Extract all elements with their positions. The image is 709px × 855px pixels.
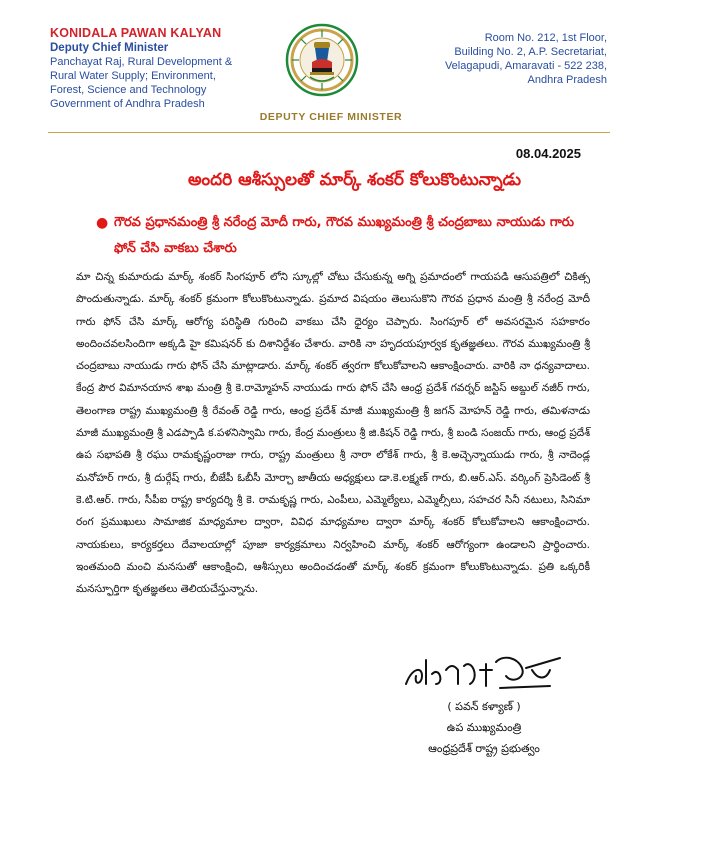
minister-departments: Panchayat Raj, Rural Development & Rural Water Supply; Environment, Forest, Science and Technology Government of Andhra Pradesh xyxy=(50,56,233,110)
headline: అందరి ఆశీస్సులతో మార్క్ శంకర్ కోలుకొంటున్నాడు xyxy=(187,170,522,190)
letterhead-divider xyxy=(48,132,610,133)
signatory-title: ఉప ముఖ్యమంత్రి xyxy=(446,721,522,734)
address-line: Velagapudi, Amaravati - 522 238, xyxy=(444,60,607,72)
address-line: Andhra Pradesh xyxy=(527,74,607,86)
address-line: Room No. 212, 1st Floor, xyxy=(484,32,607,44)
subheadline xyxy=(96,210,596,262)
minister-name: KONIDALA PAWAN KALYAN xyxy=(50,26,222,40)
emblem-caption: DEPUTY CHIEF MINISTER xyxy=(259,111,403,123)
andhra-pradesh-emblem-icon xyxy=(284,22,360,104)
signature-block xyxy=(384,696,584,759)
bullet-icon: ● xyxy=(96,215,109,231)
subheadline-text: గౌరవ ప్రధానమంత్రి శ్రీ నరేంద్ర మోదీ గారు, గౌరవ ముఖ్యమంత్రి శ్రీ చంద్రబాబు నాయుడు గారు ఫోన్ చేసి వాకబు చేశారు xyxy=(114,215,574,256)
signatory-name: ( పవన్ కళ్యాణ్ ) xyxy=(447,700,521,713)
handwritten-signature-icon xyxy=(400,640,570,695)
letterhead-left xyxy=(50,26,250,111)
address-line: Building No. 2, A.P. Secretariat, xyxy=(454,46,607,58)
office-address xyxy=(445,31,607,87)
signatory-organization: ఆంధ్రప్రదేశ్ రాష్ట్ర ప్రభుత్వం xyxy=(428,742,540,755)
body-paragraph: మా చిన్న కుమారుడు మార్క్ శంకర్ సింగపూర్ లోని స్కూల్లో చోటు చేసుకున్న అగ్ని ప్రమాదంలో గాయపడి ఆసుపత్రిలో చికిత్స పొందుతున్నాడు. మార్క్ శంకర్ క్రమంగా కోలుకొంటున్నాడు. ప్రమాద విషయం తెలుసుకొని గౌరవ ప్రధాన మంత్రి శ్రీ నరేంద్ర మోదీ గారు ఫోన్ చేసి మార్క్ ఆరోగ్య పరిస్థితి గురించి వాకబు చేసి ధైర్యం చెప్పారు. సింగపూర్ లో అవసరమైన సహకారం అందించవలసిందిగా అక్కడి హై కమిషనర్ కు దిశానిర్దేశం చేశారు. వారికి నా హృదయపూర్వక కృతజ్ఞతలు. గౌరవ ముఖ్యమంత్రి శ్రీ చంద్రబాబు నాయుడు గారు ఫోన్ చేసి మాట్లాడారు. మార్క్ శంకర్ త్వరగా కోలుకోవాలని ఆకాంక్షించారు. వారికి నా ధన్యవాదాలు. కేంద్ర పౌర విమానయాన శాఖ మంత్రి శ్రీ కె.రామ్మోహన్ నాయుడు గారు ఫోన్ చేసి ఆంధ్ర ప్రదేశ్ గవర్నర్ జస్టిస్ అబ్దుల్ నజీర్ గారు, తెలంగాణ రాష్ట్ర ముఖ్యమంత్రి శ్రీ రేవంత్ రెడ్డి గారు, ఆంధ్ర ప్రదేశ్ మాజీ ముఖ్యమంత్రి శ్రీ జగన్ మోహన్ రెడ్డి గారు, తమిళనాడు మాజీ ముఖ్యమంత్రి శ్రీ ఎడప్పాడి క.పళనిస్వామి గారు, కేంద్ర మంత్రులు శ్రీ జి.కిషన్ రెడ్డి గారు, శ్రీ బండి సంజయ్ గారు, ఆంధ్ర ప్రదేశ్ ఉప సభాపతి శ్రీ రఘు రామకృష్ణంరాజు గారు, రాష్ట్ర మంత్రులు శ్రీ నారా లోకేశ్ గారు, శ్రీ కె.అచ్చెన్నాయుడు గారు, శ్రీ నాదెండ్ల మనోహర్ గారు, శ్రీ దుర్గేష్ గారు, బీజేపీ ఓబీసీ మోర్చా జాతీయ అధ్యక్షులు డా.కె.లక్ష్మణ్ గారు, బి.ఆర్.ఎస్. వర్కింగ్ ప్రెసిడెంట్ శ్రీ కె.టి.ఆర్. గారు, సీపీఐ రాష్ట్ర కార్యదర్శి శ్రీ కె. రామకృష్ణ గారు, ఎంపీలు, ఎమ్మెల్యేలు, ఎమ్మెల్సీలు, సహచర సినీ నటులు, సినిమా రంగ ప్రముఖులు సామాజిక మాధ్యమాల ద్వారా, వివిధ మాధ్యమాల ద్వారా మార్క్ శంకర్ కోలుకోవాలని ఆకాంక్షించారు. నాయకులు, కార్యకర్తలు దేవాలయాల్లో పూజా కార్యక్రమాలు నిర్వహించి మార్క్ శంకర్ ఆరోగ్యంగా ఉండాలని ప్రార్థించారు. ఇంతమంది మంచి మనసుతో ఆకాంక్షించి, ఆశీస్సులు అందించడంతో మార్క్ శంకర్ క్రమంగా కోలుకొంటున్నాడు. ప్రతి ఒక్కరికీ మనస్ఫూర్తిగా కృతజ్ఞతలు తెలియచేస్తున్నాను. xyxy=(76,271,590,596)
release-date: 08.04.2025 xyxy=(515,146,581,161)
minister-role: Deputy Chief Minister xyxy=(50,42,169,54)
